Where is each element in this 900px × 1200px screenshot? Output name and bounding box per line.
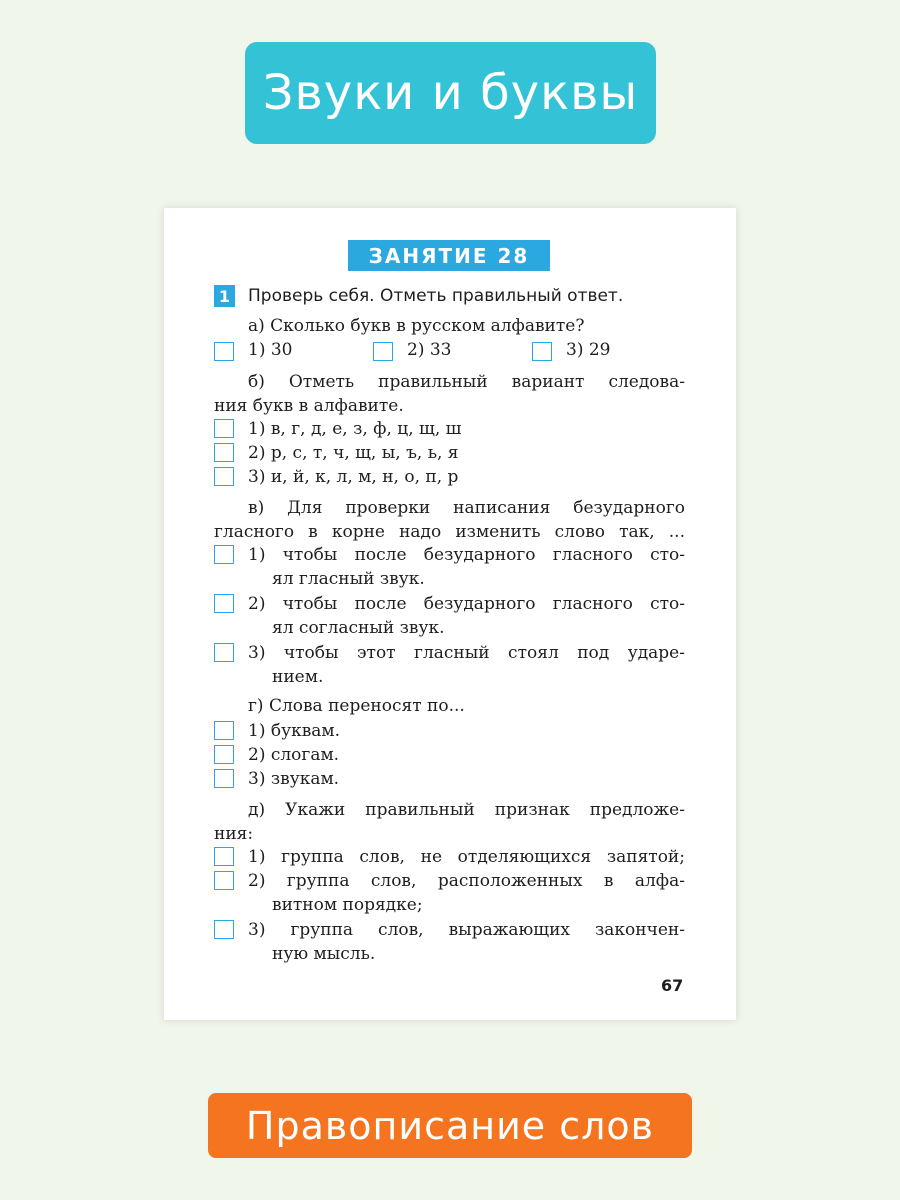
checkbox-a-3[interactable] bbox=[532, 342, 552, 361]
checkbox-g-1[interactable] bbox=[214, 721, 234, 740]
option-d-2-line1: 2) группа слов, расположенных в алфа- bbox=[248, 871, 685, 891]
question-d-line2: ния: bbox=[214, 824, 254, 844]
checkbox-b-1[interactable] bbox=[214, 419, 234, 438]
option-v-2-line1: 2) чтобы после безударного гласного сто- bbox=[248, 594, 685, 614]
checkbox-d-3[interactable] bbox=[214, 920, 234, 939]
checkbox-a-2[interactable] bbox=[373, 342, 393, 361]
option-b-1: 1) в, г, д, е, з, ф, ц, щ, ш bbox=[248, 419, 462, 439]
task-number-badge: 1 bbox=[214, 285, 235, 307]
option-v-3-line2: нием. bbox=[272, 667, 324, 687]
option-a-3: 3) 29 bbox=[566, 340, 611, 360]
bottom-banner-правописание-слов[interactable]: Правописание слов bbox=[208, 1093, 692, 1158]
option-b-3: 3) и, й, к, л, м, н, о, п, р bbox=[248, 467, 459, 487]
task-instruction: Проверь себя. Отметь правильный ответ. bbox=[248, 286, 624, 306]
option-v-3-line1: 3) чтобы этот гласный стоял под ударе- bbox=[248, 643, 685, 663]
question-b-line1: б) Отметь правильный вариант следова- bbox=[248, 372, 685, 392]
question-v-line1: в) Для проверки написания безударного bbox=[248, 498, 685, 518]
checkbox-b-3[interactable] bbox=[214, 467, 234, 486]
question-g: г) Слова переносят по... bbox=[248, 696, 465, 716]
question-a: а) Сколько букв в русском алфавите? bbox=[248, 316, 585, 336]
option-g-3: 3) звукам. bbox=[248, 769, 340, 789]
option-v-1-line1: 1) чтобы после безударного гласного сто- bbox=[248, 545, 685, 565]
checkbox-g-2[interactable] bbox=[214, 745, 234, 764]
checkbox-v-1[interactable] bbox=[214, 545, 234, 564]
lesson-title: ЗАНЯТИЕ 28 bbox=[348, 240, 550, 271]
option-v-2-line2: ял согласный звук. bbox=[272, 618, 445, 638]
question-d-line1: д) Укажи правильный признак предложе- bbox=[248, 800, 685, 820]
option-a-1: 1) 30 bbox=[248, 340, 293, 360]
question-v-line2: гласного в корне надо изменить слово так, ... bbox=[214, 522, 685, 542]
checkbox-d-2[interactable] bbox=[214, 871, 234, 890]
page-number: 67 bbox=[661, 976, 684, 995]
option-g-1: 1) буквам. bbox=[248, 721, 341, 741]
checkbox-v-3[interactable] bbox=[214, 643, 234, 662]
option-d-2-line2: витном порядке; bbox=[272, 895, 423, 915]
option-d-3-line2: ную мысль. bbox=[272, 944, 376, 964]
option-v-1-line2: ял гласный звук. bbox=[272, 569, 425, 589]
option-b-2: 2) р, с, т, ч, щ, ы, ъ, ь, я bbox=[248, 443, 459, 463]
workbook-page bbox=[164, 208, 736, 1020]
checkbox-g-3[interactable] bbox=[214, 769, 234, 788]
option-d-3-line1: 3) группа слов, выражающих закончен- bbox=[248, 920, 685, 940]
option-d-1-line1: 1) группа слов, не отделяющихся запятой; bbox=[248, 847, 685, 867]
question-b-line2: ния букв в алфавите. bbox=[214, 396, 404, 416]
checkbox-d-1[interactable] bbox=[214, 847, 234, 866]
top-banner-звуки-и-буквы[interactable]: Звуки и буквы bbox=[245, 42, 656, 144]
checkbox-v-2[interactable] bbox=[214, 594, 234, 613]
checkbox-b-2[interactable] bbox=[214, 443, 234, 462]
option-a-2: 2) 33 bbox=[407, 340, 452, 360]
checkbox-a-1[interactable] bbox=[214, 342, 234, 361]
option-g-2: 2) слогам. bbox=[248, 745, 340, 765]
